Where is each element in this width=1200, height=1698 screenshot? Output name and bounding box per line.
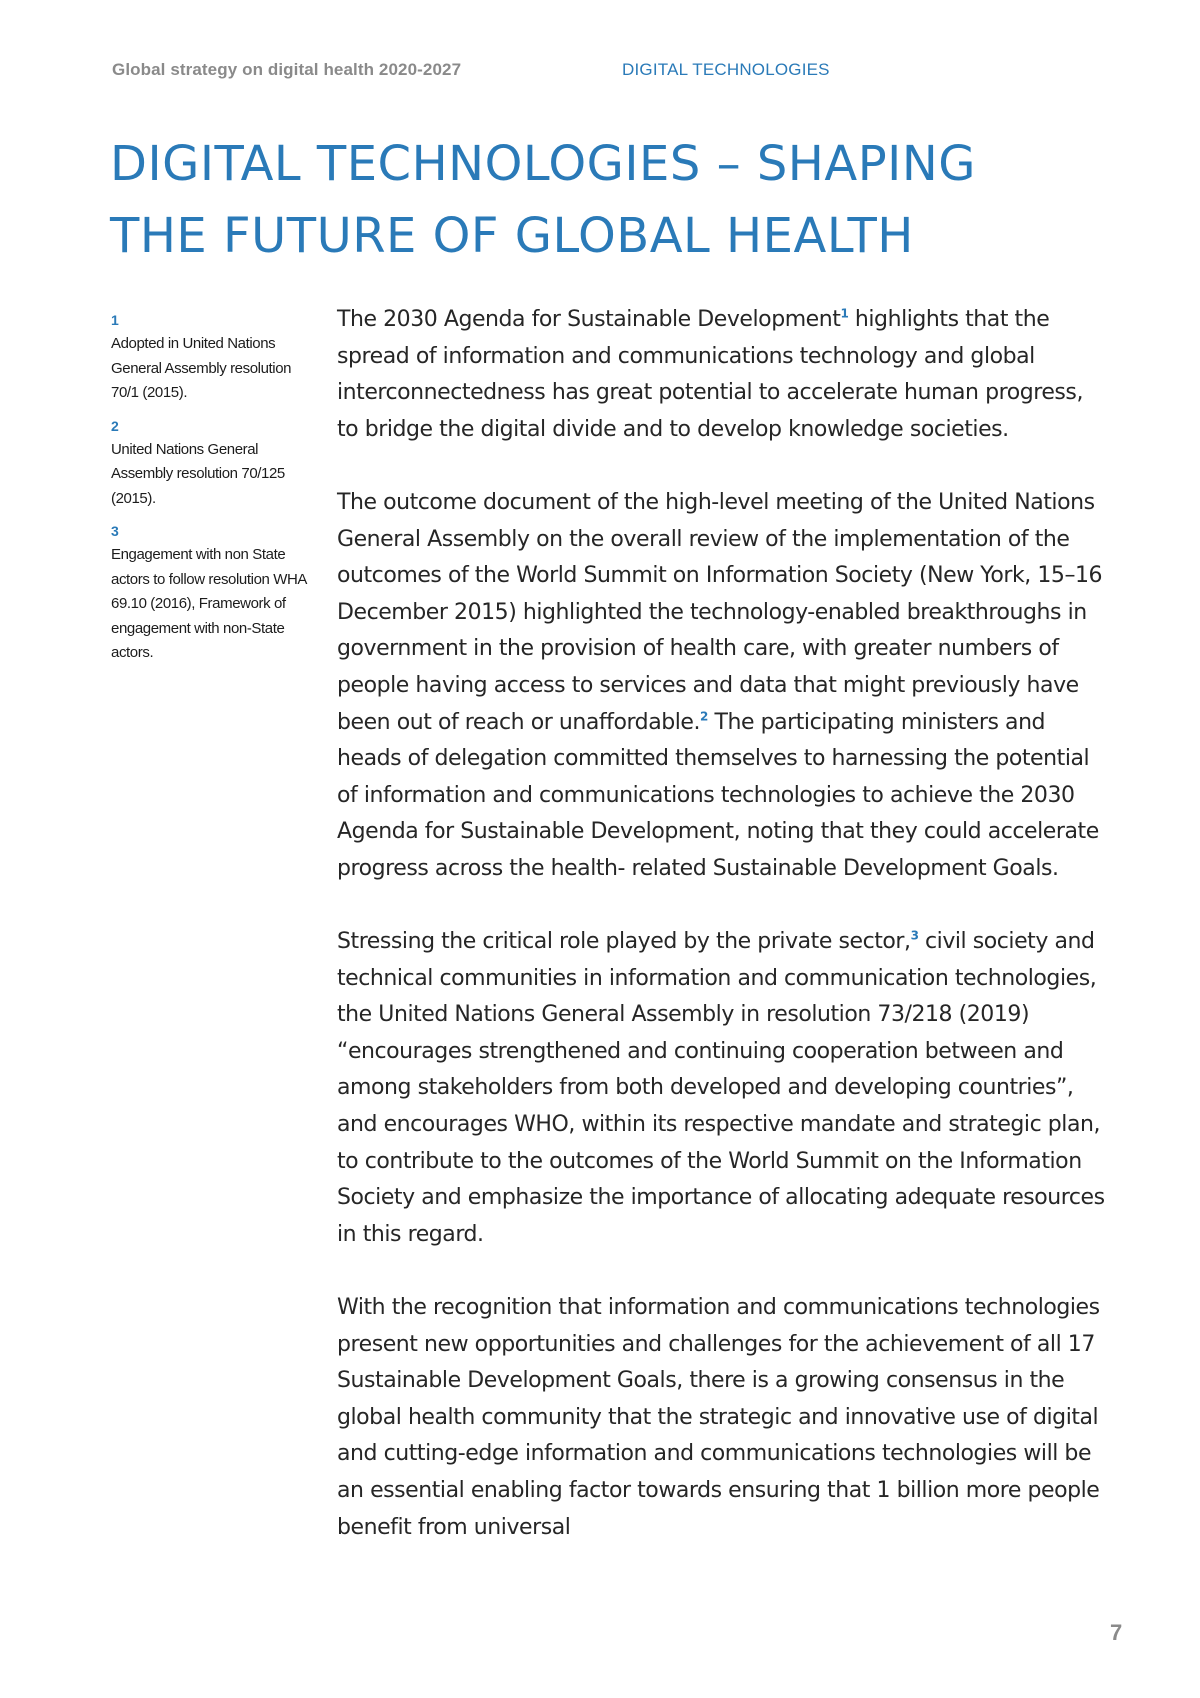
footnote xyxy=(111,310,311,406)
page-title-line-2: THE FUTURE OF GLOBAL HEALTH xyxy=(110,208,914,264)
running-header xyxy=(112,58,1112,82)
footnote xyxy=(111,521,311,666)
paragraph-text: The 2030 Agenda for Sustainable Development xyxy=(337,307,841,332)
footnote-ref-2[interactable]: 2 xyxy=(700,709,708,724)
footnote-text: United Nations General Assembly resolution 70/125 (2015). xyxy=(111,440,285,507)
footnote-number: 1 xyxy=(111,312,119,328)
paragraph-3 xyxy=(337,924,1107,1253)
paragraph-text: Stressing the critical role played by the private sector, xyxy=(337,929,911,955)
paragraph-text: highlights that the spread of information and communications technology and global interconnectedness has great potential to accelerate human progress, to bridge the digital divide and to develop knowledge societies. xyxy=(337,307,1083,442)
paragraph-text: civil society and technical communities in information and communication technologies, the United Nations General Assembly in resolution 73/218 (2019) “encourages strengthened and continuing cooperation between and among stakeholders from both developed and developing countries”, and encourages WHO, within its respective mandate and strategic plan, to contribute to the outcomes of the World Summit on the Information Society and emphasize the importance of allocating adequate resources in this regard. xyxy=(337,929,1105,1247)
footnote-text: Engagement with non State actors to follow resolution WHA 69.10 (2016), Framework of engagement with non-State actors. xyxy=(111,546,307,661)
footnote-number: 3 xyxy=(111,523,119,539)
paragraph-text: The outcome document of the high-level meeting of the United Nations General Assembly on the overall review of the implementation of the outcomes of the World Summit on Information Society (New York, 15–16 December 2015) highlighted the technology-enabled breakthroughs in government in the provision of health care, with greater numbers of people having access to services and data that might previously have been out of reach or unaffordable. xyxy=(337,489,1103,735)
footnote xyxy=(111,416,311,512)
paragraph-text: The participating ministers and heads of delegation committed themselves to harnessing the potential of information and communications technologies to achieve the 2030 Agenda for Sustainable Development, noting that they could accelerate progress across the health- related Sustainable Development Goals. xyxy=(337,709,1099,881)
page-title-line-1: DIGITAL TECHNOLOGIES – SHAPING xyxy=(110,136,976,192)
footnote-text: Adopted in United Nations General Assembly resolution 70/1 (2015). xyxy=(111,335,292,401)
body-text xyxy=(337,302,1107,1546)
page-number: 7 xyxy=(1110,1620,1123,1645)
page-title xyxy=(110,128,1110,272)
paragraph-4 xyxy=(337,1290,1107,1546)
footnote-number: 2 xyxy=(111,417,119,434)
section-label: DIGITAL TECHNOLOGIES xyxy=(622,60,830,79)
footnote-ref-3[interactable]: 3 xyxy=(910,928,919,943)
footnote-ref-1[interactable]: 1 xyxy=(840,306,849,321)
footnotes-column xyxy=(111,310,311,676)
paragraph-text: With the recognition that information and communications technologies present new opportunities and challenges for the achievement of all 17 Sustainable Development Goals, there is a growing consensus in the global health community that the strategic and innovative use of digital and cutting-edge information and communications technologies will be an essential enabling factor towards ensuring that 1 billion more people benefit from universal xyxy=(337,1295,1100,1540)
paragraph-1 xyxy=(337,302,1107,448)
paragraph-2 xyxy=(337,485,1107,888)
document-title: Global strategy on digital health 2020-2027 xyxy=(112,60,462,79)
